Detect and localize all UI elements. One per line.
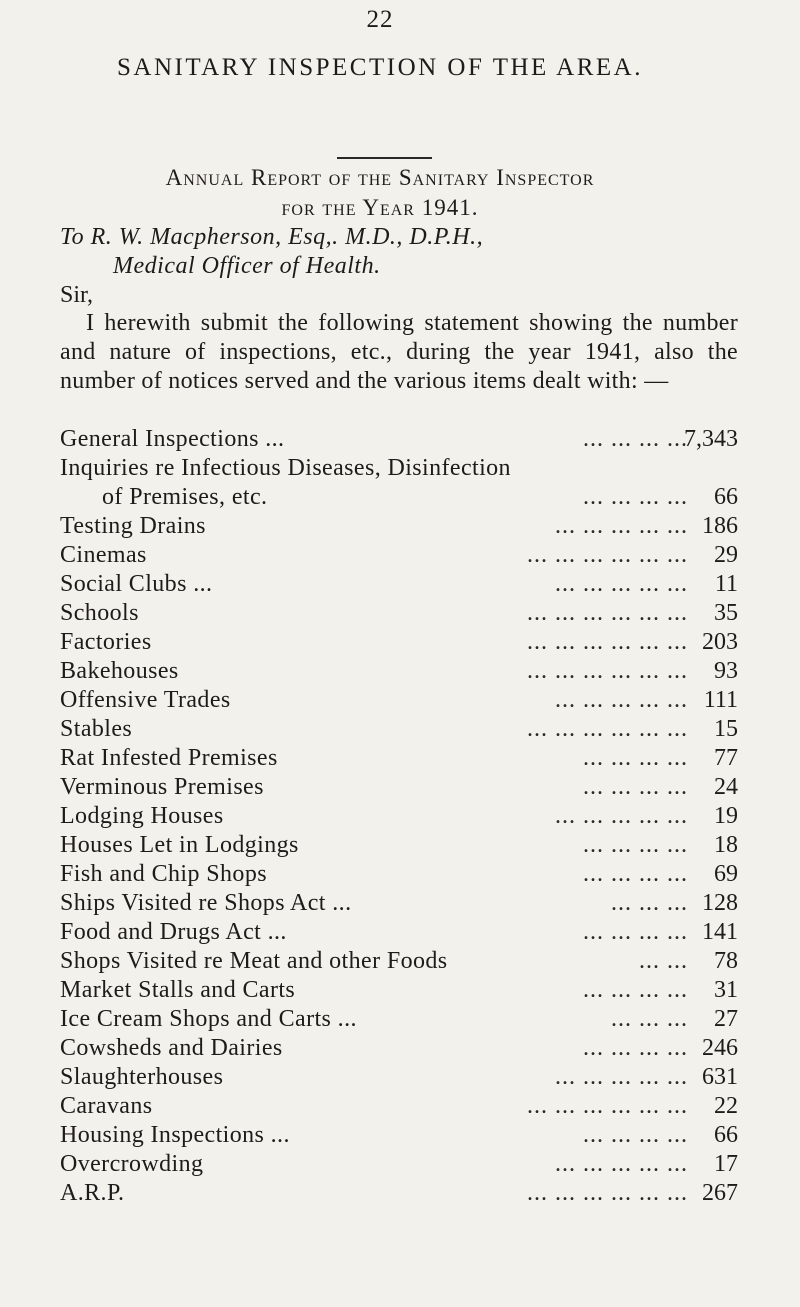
list-item (0, 1093, 800, 1122)
list-item (0, 948, 800, 977)
item-value: 66 (714, 1122, 738, 1148)
item-value: 78 (714, 948, 738, 974)
item-value: 631 (702, 1064, 738, 1090)
item-leader: ... ... ... ... ... ... (527, 629, 688, 655)
title-rule (337, 157, 432, 159)
list-item (0, 658, 800, 687)
item-value: 203 (702, 629, 738, 655)
item-leader: ... ... ... ... (583, 919, 688, 945)
list-item (0, 977, 800, 1006)
list-item (0, 629, 800, 658)
item-value: 111 (703, 687, 738, 713)
item-label: Slaughterhouses (60, 1064, 224, 1090)
item-label: Lodging Houses (60, 803, 224, 829)
list-item (0, 1151, 800, 1180)
item-value: 267 (702, 1180, 738, 1206)
item-value: 29 (714, 542, 738, 568)
list-item (0, 861, 800, 890)
list-item (0, 600, 800, 629)
item-leader: ... ... ... ... ... (555, 571, 688, 597)
list-item (0, 687, 800, 716)
list-item (0, 1035, 800, 1064)
item-value: 246 (702, 1035, 738, 1061)
item-value: 31 (714, 977, 738, 1003)
list-item (0, 426, 800, 455)
list-item (0, 542, 800, 571)
list-item (0, 1122, 800, 1151)
item-leader: ... ... ... ... ... (555, 687, 688, 713)
item-label: Ships Visited re Shops Act ... (60, 890, 352, 916)
intro-paragraph: I herewith submit the following statement showing the number and nature of inspections, etc., during the year 1941, also the number of notices served and the various items dealt with: — (60, 310, 738, 394)
item-value: 128 (702, 890, 738, 916)
item-leader: ... ... ... ... (583, 832, 688, 858)
item-value: 15 (714, 716, 738, 742)
list-item (0, 1180, 800, 1209)
item-label: Shops Visited re Meat and other Foods (60, 948, 448, 974)
section-title: SANITARY INSPECTION OF THE AREA. (117, 54, 643, 81)
report-subtitle: for the Year 1941. (281, 195, 479, 220)
list-item (0, 455, 800, 484)
item-label: Overcrowding (60, 1151, 204, 1177)
item-label: Testing Drains (60, 513, 206, 539)
item-leader: ... ... ... (611, 890, 688, 916)
item-leader: ... ... ... ... ... ... (527, 716, 688, 742)
item-value: 17 (714, 1151, 738, 1177)
list-item (0, 890, 800, 919)
item-label: Houses Let in Lodgings (60, 832, 299, 858)
addressee-name: To R. W. Macpherson, Esq,. M.D., D.P.H., (60, 224, 484, 250)
item-value: 11 (714, 571, 738, 597)
item-leader: ... ... ... ... (583, 774, 688, 800)
item-label: Cinemas (60, 542, 147, 568)
item-value: 24 (714, 774, 738, 800)
list-item (0, 1006, 800, 1035)
list-item (0, 513, 800, 542)
item-label: Stables (60, 716, 133, 742)
item-leader: ... ... ... ... (583, 1035, 688, 1061)
item-label: Schools (60, 600, 139, 626)
item-label: Ice Cream Shops and Carts ... (60, 1006, 357, 1032)
item-leader: ... ... ... ... (583, 861, 688, 887)
page-number: 22 (366, 6, 394, 33)
item-leader: ... ... ... ... ... (555, 803, 688, 829)
item-label: of Premises, etc. (102, 484, 268, 510)
item-leader: ... ... ... ... ... (555, 1064, 688, 1090)
list-item (0, 1064, 800, 1093)
item-value: 7,343 (684, 426, 738, 452)
list-item (0, 774, 800, 803)
item-value: 18 (714, 832, 738, 858)
item-value: 186 (702, 513, 738, 539)
item-leader: ... ... ... ... ... ... (527, 600, 688, 626)
item-label: Rat Infested Premises (60, 745, 278, 771)
item-leader: ... ... ... (611, 1006, 688, 1032)
item-value: 35 (714, 600, 738, 626)
list-item (0, 803, 800, 832)
item-leader: ... ... ... ... (583, 977, 688, 1003)
item-leader: ... ... ... ... (583, 1122, 688, 1148)
item-leader: ... ... ... ... (583, 484, 688, 510)
item-leader: ... ... (639, 948, 688, 974)
item-label: Cowsheds and Dairies (60, 1035, 283, 1061)
item-label: Inquiries re Infectious Diseases, Disinfection (60, 455, 511, 481)
list-item (0, 832, 800, 861)
item-value: 93 (714, 658, 738, 684)
item-leader: ... ... ... ... ... (555, 1151, 688, 1177)
list-item (0, 484, 800, 513)
item-label: Offensive Trades (60, 687, 231, 713)
item-leader: ... ... ... ... ... ... (527, 658, 688, 684)
item-leader: ... ... ... ... (583, 426, 688, 452)
item-value: 66 (714, 484, 738, 510)
item-label: Caravans (60, 1093, 153, 1119)
item-value: 77 (714, 745, 738, 771)
report-title: Annual Report of the Sanitary Inspector (165, 165, 595, 190)
item-label: Bakehouses (60, 658, 179, 684)
item-label: Social Clubs ... (60, 571, 213, 597)
item-leader: ... ... ... ... ... ... (527, 542, 688, 568)
item-label: Housing Inspections ... (60, 1122, 290, 1148)
item-label: A.R.P. (60, 1180, 125, 1206)
item-value: 27 (714, 1006, 738, 1032)
item-leader: ... ... ... ... (583, 745, 688, 771)
item-value: 22 (714, 1093, 738, 1119)
item-label: Factories (60, 629, 152, 655)
item-label: Market Stalls and Carts (60, 977, 296, 1003)
item-leader: ... ... ... ... ... ... (527, 1180, 688, 1206)
list-item (0, 571, 800, 600)
list-item (0, 745, 800, 774)
item-value: 69 (714, 861, 738, 887)
item-label: Food and Drugs Act ... (60, 919, 287, 945)
addressee-role: Medical Officer of Health. (113, 253, 381, 279)
inspection-list (0, 426, 800, 1209)
item-label: Fish and Chip Shops (60, 861, 267, 887)
item-label: Verminous Premises (60, 774, 264, 800)
salutation: Sir, (60, 282, 94, 308)
list-item (0, 716, 800, 745)
list-item (0, 919, 800, 948)
item-leader: ... ... ... ... ... (555, 513, 688, 539)
item-value: 141 (702, 919, 738, 945)
item-label: General Inspections ... (60, 426, 285, 452)
item-value: 19 (714, 803, 738, 829)
item-leader: ... ... ... ... ... ... (527, 1093, 688, 1119)
